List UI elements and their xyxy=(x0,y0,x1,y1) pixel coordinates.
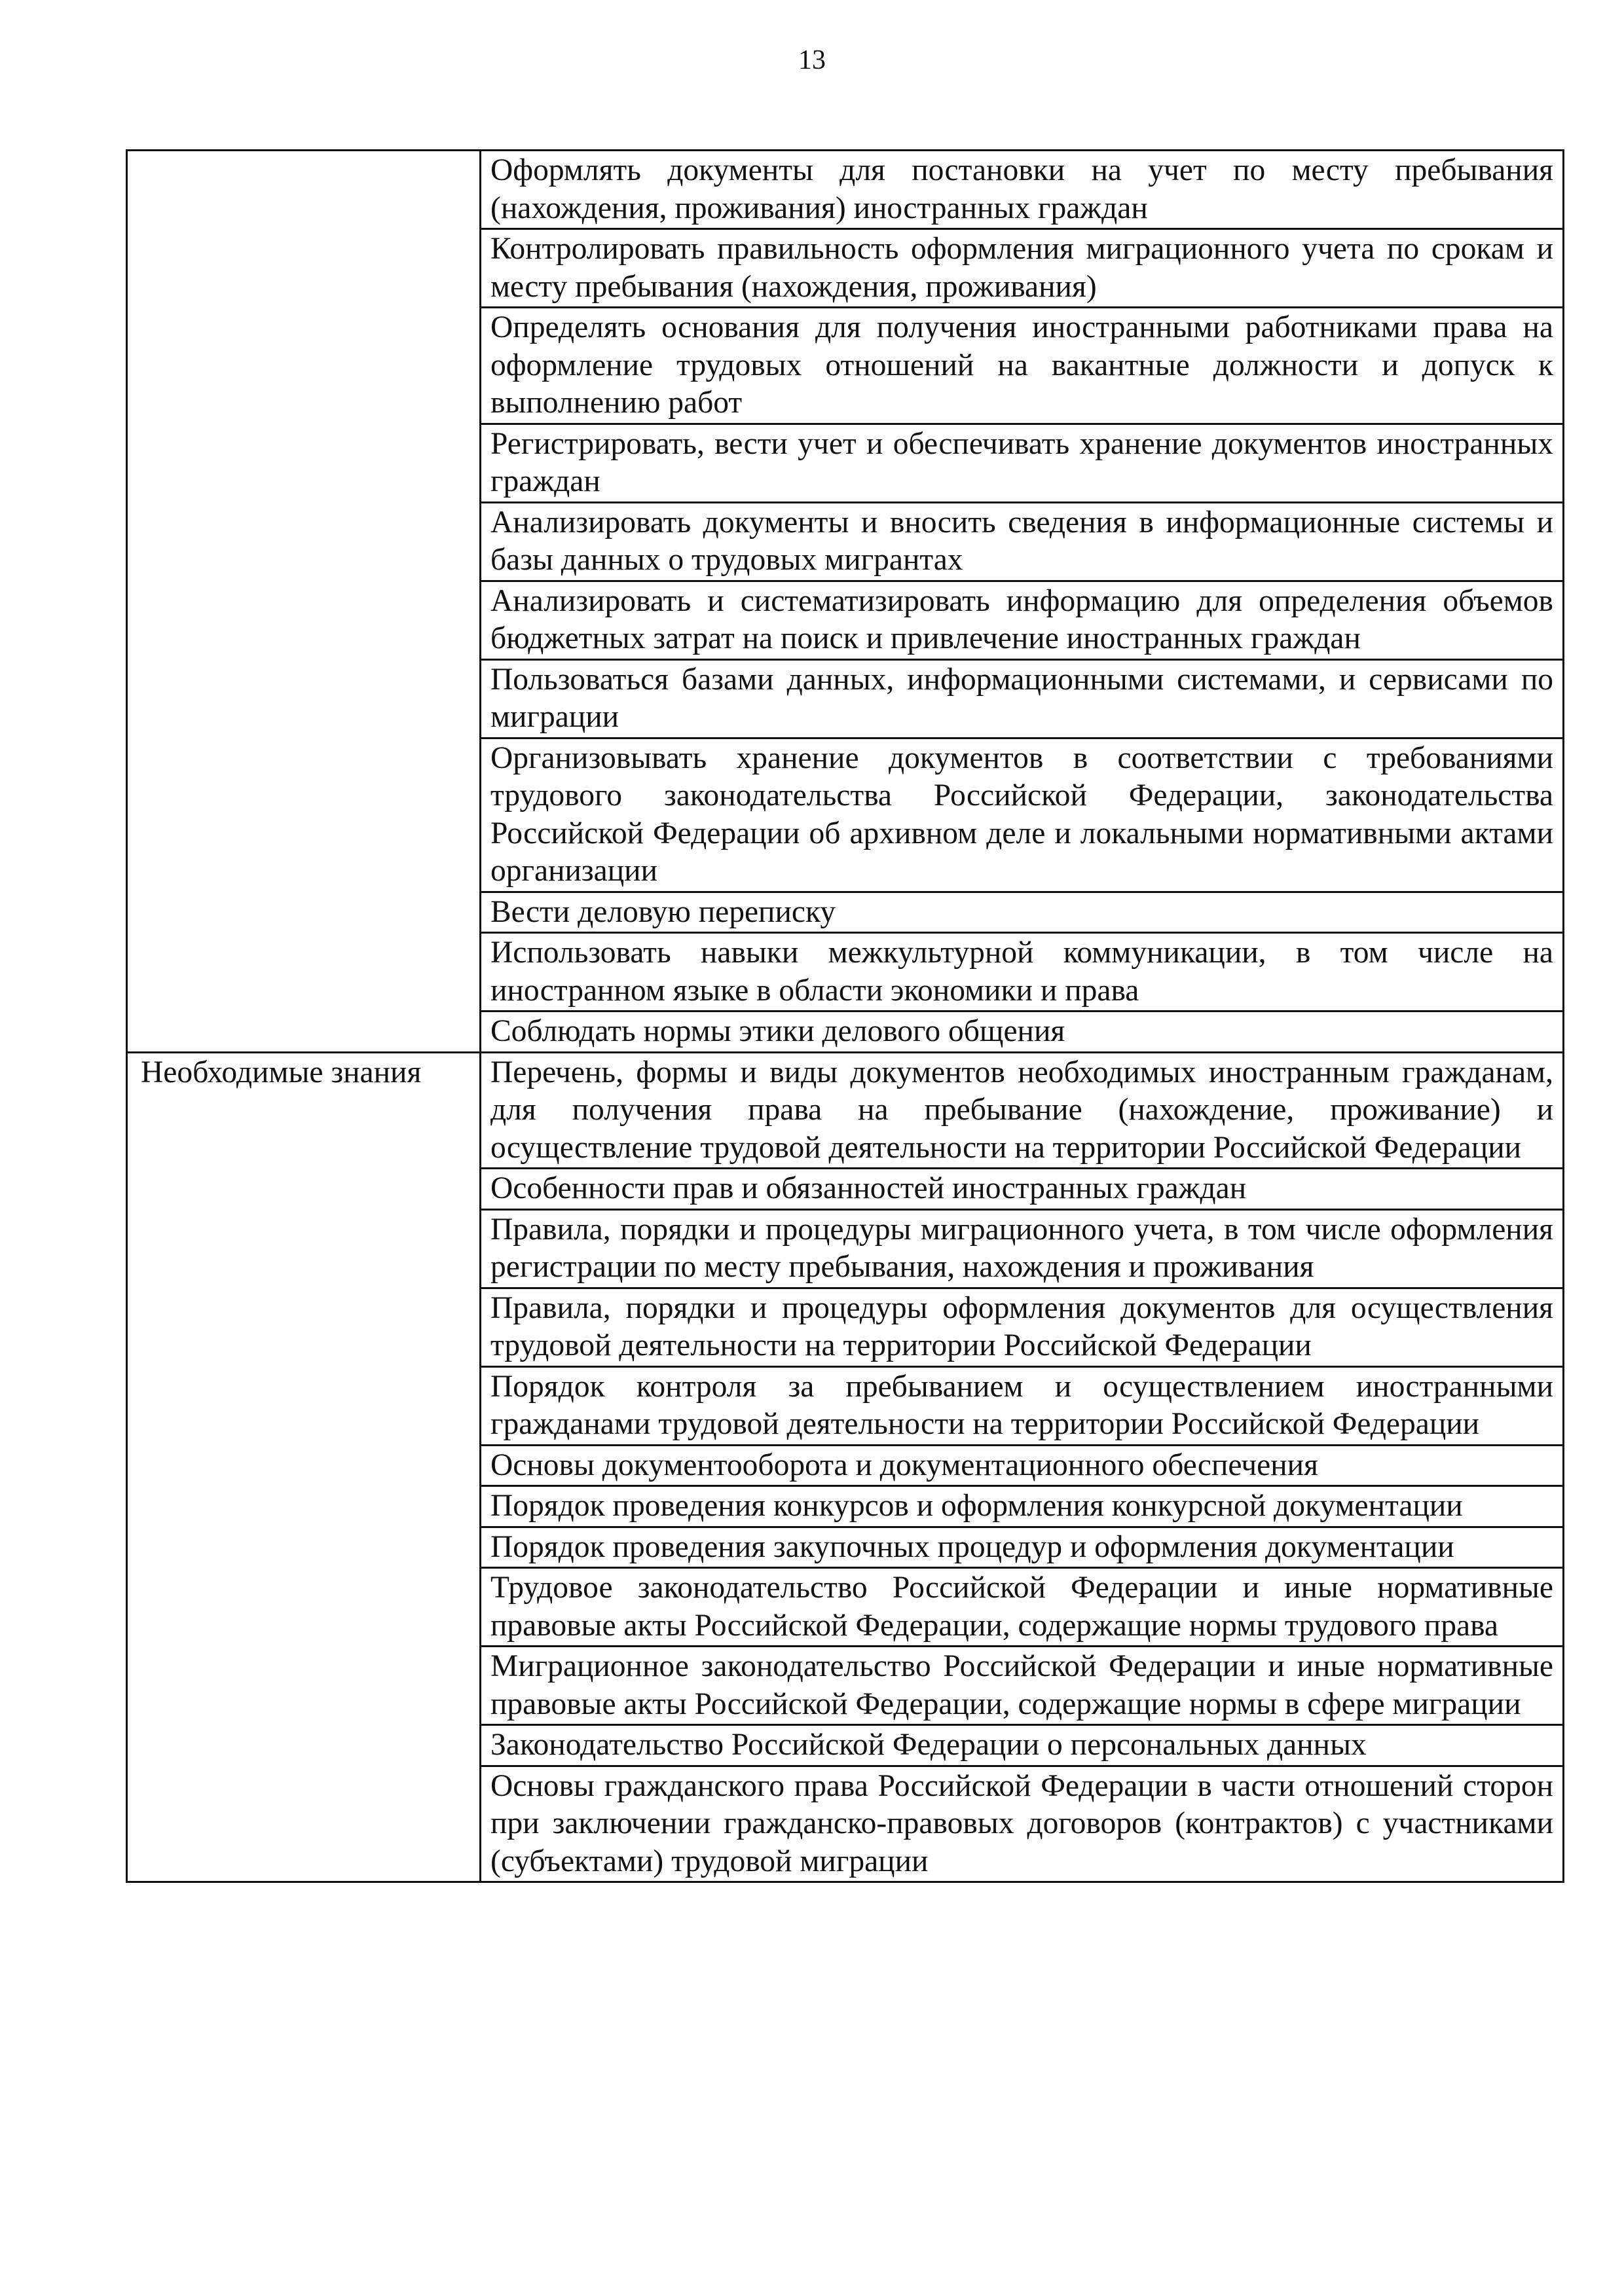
page-number: 13 xyxy=(798,45,826,75)
skill-item: Регистрировать, вести учет и обеспечивать хранение документов иностранных граждан xyxy=(481,424,1564,502)
skill-item: Использовать навыки межкультурной коммуникации, в том числе на иностранном языке в области экономики и права xyxy=(481,933,1564,1011)
knowledge-item: Порядок проведения конкурсов и оформления конкурсной документации xyxy=(481,1486,1564,1527)
knowledge-item: Трудовое законодательство Российской Федерации и иные нормативные правовые акты Российской Федерации, содержащие нормы трудового права xyxy=(481,1568,1564,1647)
knowledge-item: Порядок проведения закупочных процедур и оформления документации xyxy=(481,1527,1564,1568)
knowledge-item: Порядок контроля за пребыванием и осуществлением иностранными гражданами трудовой деятельности на территории Российской Федерации xyxy=(481,1366,1564,1445)
knowledge-item: Перечень, формы и виды документов необходимых иностранным гражданам, для получения права на пребывание (нахождение, проживание) и осуществление трудовой деятельности на территории Российской Федерации xyxy=(481,1052,1564,1169)
section-2-label: Необходимые знания xyxy=(127,1052,481,1882)
skill-item: Пользоваться базами данных, информационными системами, и сервисами по миграции xyxy=(481,659,1564,738)
skill-item: Анализировать и систематизировать информацию для определения объемов бюджетных затрат на поиск и привлечение иностранных граждан xyxy=(481,581,1564,659)
skill-item: Контролировать правильность оформления миграционного учета по срокам и месту пребывания (нахождения, проживания) xyxy=(481,229,1564,308)
knowledge-item: Особенности прав и обязанностей иностранных граждан xyxy=(481,1169,1564,1210)
section-1-label xyxy=(127,151,481,1053)
requirements-table xyxy=(126,149,1564,1883)
knowledge-item: Основы гражданского права Российской Федерации в части отношений сторон при заключении гражданско-правовых договоров (контрактов) с участниками (субъектами) трудовой миграции xyxy=(481,1766,1564,1882)
knowledge-item: Правила, порядки и процедуры миграционного учета, в том числе оформления регистрации по месту пребывания, нахождения и проживания xyxy=(481,1209,1564,1288)
skill-item: Анализировать документы и вносить сведения в информационные системы и базы данных о трудовых мигрантах xyxy=(481,502,1564,581)
table-row xyxy=(127,151,1564,229)
skill-item: Оформлять документы для постановки на учет по месту пребывания (нахождения, проживания) иностранных граждан xyxy=(481,151,1564,229)
knowledge-item: Основы документооборота и документационного обеспечения xyxy=(481,1445,1564,1486)
skill-item: Вести деловую переписку xyxy=(481,892,1564,933)
skill-item: Организовывать хранение документов в соответствии с требованиями трудового законодательства Российской Федерации, законодательства Российской Федерации об архивном деле и локальными нормативными актами организации xyxy=(481,738,1564,892)
skill-item: Соблюдать нормы этики делового общения xyxy=(481,1011,1564,1053)
knowledge-item: Правила, порядки и процедуры оформления документов для осуществления трудовой деятельности на территории Российской Федерации xyxy=(481,1288,1564,1366)
knowledge-item: Законодательство Российской Федерации о персональных данных xyxy=(481,1725,1564,1766)
skill-item: Определять основания для получения иностранными работниками права на оформление трудовых отношений на вакантные должности и допуск к выполнению работ xyxy=(481,308,1564,424)
knowledge-item: Миграционное законодательство Российской Федерации и иные нормативные правовые акты Российской Федерации, содержащие нормы в сфере миграции xyxy=(481,1647,1564,1725)
table-row xyxy=(127,1052,1564,1169)
